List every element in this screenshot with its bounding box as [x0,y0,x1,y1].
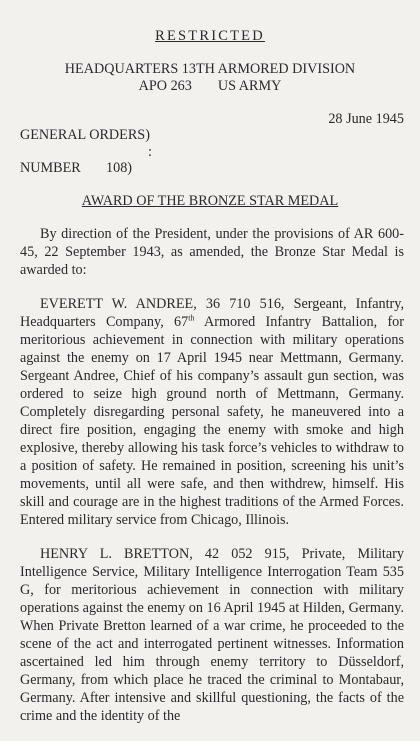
apo-number: APO 263 [138,78,192,94]
citation-andree-text-1: EVERETT W. ANDREE, 36 710 516, Sergeant, Infantry, Headquarters Company, 67 [20,296,404,330]
ordinal-suffix: th [188,313,195,323]
order-date: 28 June 1945 [328,111,404,127]
general-orders-label: GENERAL ORDERS) [20,127,150,143]
headquarters-block [0,61,420,95]
order-number-value: 108) [106,160,133,176]
citation-bretton: HENRY L. BRETTON, 42 052 915, Private, Military Intelligence Service, Military Intelligence Interrogation Team 535 G, for meritorious achievement in connection with military operations against the enemy on 16 April 1945 at Hilden, Germany. When Private Bretton learned of a war crime, he proceeded to the scene of the act and interrogated pertinent witnesses. Information ascertained led him through enemy territory to Düsseldorf, Germany, from which place he traced the criminal to Montabaur, Germany. After intensive and skillful questioning, the facts of the crime and the identity of the [20,546,404,724]
order-number-label: NUMBER [20,160,81,176]
general-orders-colon: : [148,144,152,160]
order-number-row [20,159,133,177]
classification-marking: RESTRICTED [155,28,265,44]
army-designation: US ARMY [217,78,282,94]
document-body [20,225,404,741]
headquarters-name: HEADQUARTERS 13TH ARMORED DIVISION [64,61,356,77]
citation-andree-text-2: Armored Infantry Battalion, for meritorious achievement in connection with military operations against the enemy on 17 April 1945 near Mettmann, Germany. Sergeant Andree, Chief of his company’s assault gun section, was ordered to seize high ground north of Mettmann, Germany. Completely disregarding personal safety, he maneuvered into a direct fire position, engaging the enemy with smoke and high explosive, thereby allowing his task force’s vehicles to withdraw to a position of safety. He remained in position, screening his unit’s movements, until all were safe, and then withdrew, himself. His skill and courage are in the highest traditions of the Armed Forces. Entered military service from Chicago, Illinois. [20,314,404,528]
headquarters-address [0,78,420,95]
award-title: AWARD OF THE BRONZE STAR MEDAL [81,193,339,209]
citation-andree [20,295,404,529]
intro-paragraph: By direction of the President, under the provisions of AR 600-45, 22 September 1943, as amended, the Bronze Star Medal is awarded to: [20,226,404,278]
